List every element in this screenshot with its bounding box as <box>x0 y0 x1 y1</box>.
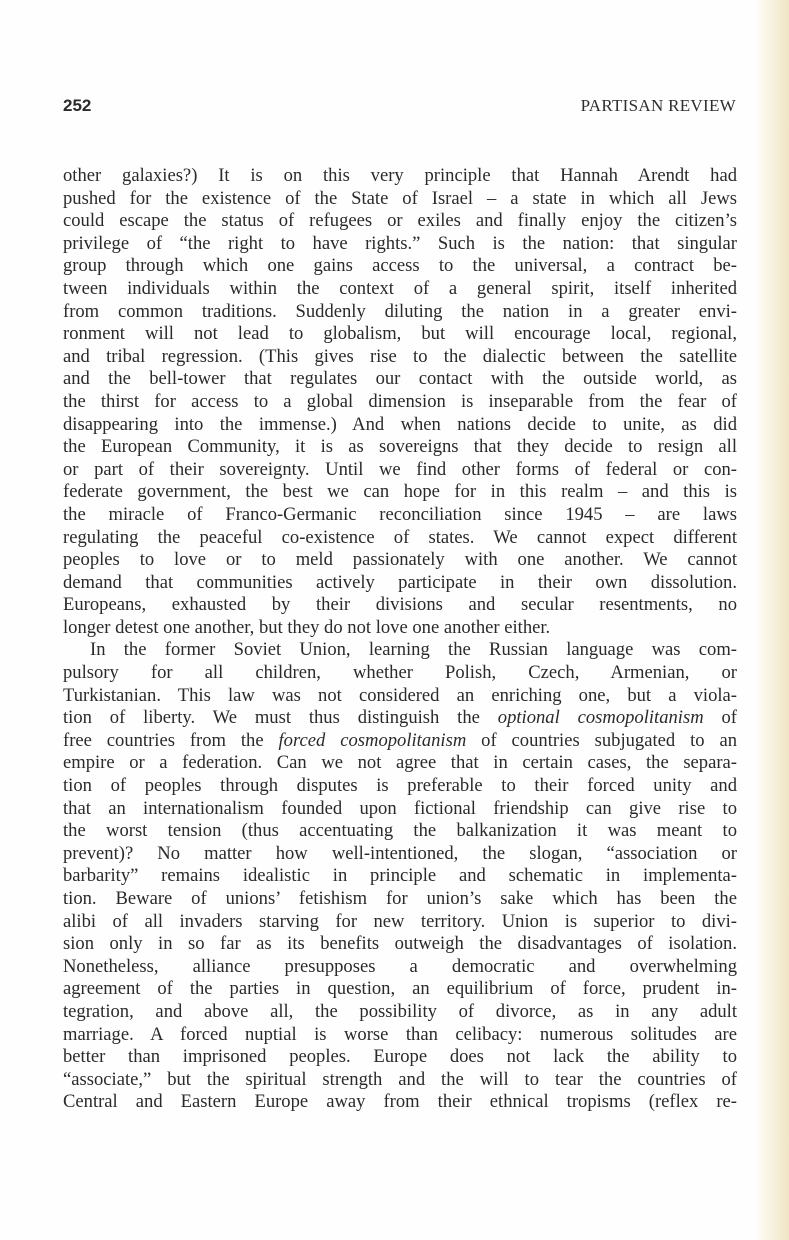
paragraph-start-line: In the former Soviet Union, learning the Russian language was com- <box>90 639 737 661</box>
text-line: tween individuals within the context of a general spirit, itself inherited <box>63 277 737 299</box>
text-line: that an internationalism founded upon fictional friendship can give rise to <box>63 797 737 819</box>
text-line: agreement of the parties in question, an equilibrium of force, prudent in- <box>63 978 737 1000</box>
text-line-with-emphasis <box>63 707 737 730</box>
text-line: Central and Eastern Europe away from their ethnical tropisms (reflex re- <box>63 1091 737 1113</box>
text-line: tion. Beware of unions’ fetishism for union’s sake which has been the <box>63 888 737 909</box>
text-line: privilege of “the right to have rights.” Such is the nation: that singular <box>63 232 737 254</box>
line-text: free countries from the <box>63 729 279 751</box>
line-text: of countries subjugated to an <box>466 729 737 751</box>
text-line: and the bell-tower that regulates our contact with the outside world, as <box>63 368 737 390</box>
text-line: sion only in so far as its benefits outweigh the disadvantages of isolation. <box>63 933 737 955</box>
running-head: PARTISAN REVIEW <box>580 96 736 115</box>
line-text: of <box>703 707 737 729</box>
text-line: or part of their sovereignty. Until we find other forms of federal or con- <box>63 458 737 480</box>
text-line: ronment will not lead to globalism, but will encourage local, regional, <box>63 323 737 345</box>
text-line: the worst tension (thus accentuating the balkanization it was meant to <box>63 820 737 842</box>
text-line: peoples to love or to meld passionately with one another. We cannot <box>63 549 737 571</box>
text-line: demand that communities actively participate in their own dissolution. <box>63 571 737 593</box>
text-line: federate government, the best we can hope for in this realm – and this is <box>63 481 737 503</box>
text-line: pushed for the existence of the State of Israel – a state in which all Jews <box>63 187 737 209</box>
text-line: Nonetheless, alliance presupposes a democratic and overwhelming <box>63 955 737 977</box>
text-line: prevent)? No matter how well-intentioned, the slogan, “association or <box>63 842 737 864</box>
body-text <box>63 165 737 1114</box>
text-line: the thirst for access to a global dimension is inseparable from the fear of <box>63 390 737 412</box>
text-line: other galaxies?) It is on this very principle that Hannah Arendt had <box>63 165 737 186</box>
text-line: tion of peoples through disputes is preferable to their forced unity and <box>63 775 737 797</box>
page-number: 252 <box>63 96 92 115</box>
text-line: the European Community, it is as sovereigns that they decide to resign all <box>63 436 737 458</box>
text-line: “associate,” but the spiritual strength and the will to tear the countries of <box>63 1068 737 1090</box>
text-line: empire or a federation. Can we not agree that in certain cases, the separa- <box>63 752 737 774</box>
text-line: the miracle of Franco-Germanic reconciliation since 1945 – are laws <box>63 503 737 525</box>
text-line: better than imprisoned peoples. Europe does not lack the ability to <box>63 1046 737 1068</box>
text-line: tegration, and above all, the possibility of divorce, as in any adult <box>63 1000 737 1022</box>
text-line: and tribal regression. (This gives rise to the dialectic between the satellite <box>63 345 737 367</box>
emphasis-forced-cosmopolitanism: forced cosmopolitanism <box>278 729 467 751</box>
text-line: Europeans, exhausted by their divisions and secular resentments, no <box>63 594 737 616</box>
text-line: barbarity” remains idealistic in principle and schematic in implementa- <box>63 865 737 887</box>
text-line: marriage. A forced nuptial is worse than celibacy: numerous solitudes are <box>63 1023 737 1045</box>
text-line: group through which one gains access to the universal, a contract be- <box>63 255 737 277</box>
line-text: tion of liberty. We must thus distinguish the <box>63 707 498 729</box>
text-line: alibi of all invaders starving for new territory. Union is superior to divi- <box>63 910 737 932</box>
text-line: Turkistanian. This law was not considered an enriching one, but a viola- <box>63 684 737 706</box>
text-line: could escape the status of refugees or exiles and finally enjoy the citizen’s <box>63 210 737 232</box>
text-line: regulating the peaceful co-existence of states. We cannot expect different <box>63 526 737 548</box>
emphasis-optional-cosmopolitanism: optional cosmopolitanism <box>497 707 704 729</box>
text-line-with-emphasis <box>63 730 737 753</box>
text-line: disappearing into the immense.) And when nations decide to unite, as did <box>63 413 737 435</box>
page-binding-shadow <box>755 0 789 1240</box>
paragraph-end-line: longer detest one another, but they do not love one another either. <box>63 616 551 638</box>
text-line: from common traditions. Suddenly diluting the nation in a greater envi- <box>63 300 737 322</box>
text-line: pulsory for all children, whether Polish, Czech, Armenian, or <box>63 662 737 684</box>
